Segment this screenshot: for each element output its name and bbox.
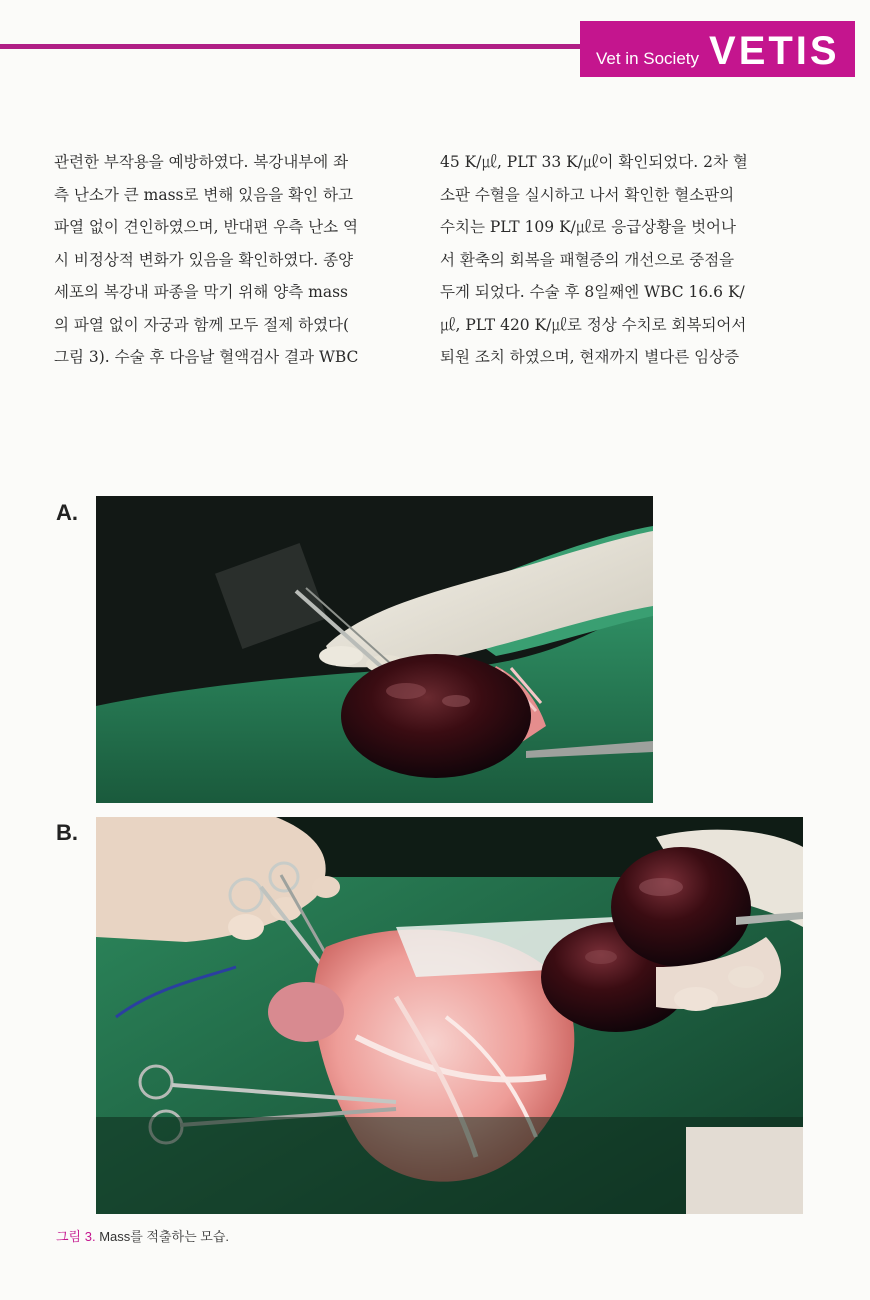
text-line: 45 K/㎕, PLT 33 K/㎕이 확인되었다. 2차 혈	[440, 153, 748, 171]
text-line: 소판 수혈을 실시하고 나서 확인한 혈소판의	[440, 185, 735, 204]
surgery-photo-b	[96, 817, 803, 1214]
text-line: 그림 3). 수술 후 다음날 혈액검사 결과 WBC	[54, 348, 359, 366]
figure-caption-label: 그림 3.	[56, 1229, 96, 1244]
text-line: 세포의 복강내 파종을 막기 위해 양측 mass	[54, 283, 349, 301]
figure-panel-label-b: B.	[56, 820, 78, 845]
text-line: 퇴원 조치 하였으며, 현재까지 별다른 임상증	[440, 348, 740, 366]
magazine-logo: VETIS	[709, 29, 840, 73]
text-line: ㎕, PLT 420 K/㎕로 정상 수치로 회복되어서	[440, 315, 747, 334]
figure-caption-text: Mass를 적출하는 모습.	[95, 1229, 229, 1244]
text-line: 서 환축의 회복을 패혈증의 개선으로 중점을	[440, 250, 735, 269]
text-line: 시 비정상적 변화가 있음을 확인하였다. 종양	[54, 250, 354, 269]
text-line: 의 파열 없이 자궁과 함께 모두 절제 하였다(	[54, 315, 350, 334]
figure-panel-label-a: A.	[56, 500, 78, 525]
surgery-photo-a	[96, 496, 653, 803]
surgery-photo-a-drawing	[96, 496, 653, 803]
magazine-header-badge	[580, 21, 855, 77]
text-column-left	[54, 146, 416, 374]
header-subtitle: Vet in Society	[596, 49, 700, 68]
text-line: 측 난소가 큰 mass로 변해 있음을 확인 하고	[54, 185, 353, 204]
text-line: 수치는 PLT 109 K/㎕로 응급상황을 벗어나	[440, 218, 736, 236]
text-line: 파열 없이 견인하였으며, 반대편 우측 난소 역	[54, 218, 359, 236]
surgery-photo-b-drawing	[96, 817, 803, 1214]
text-line: 두게 되었다. 수술 후 8일째엔 WBC 16.6 K/	[440, 283, 745, 301]
text-line: 관련한 부작용을 예방하였다. 복강내부에 좌	[54, 153, 349, 171]
header-rule	[0, 44, 585, 49]
figure-caption	[56, 1226, 229, 1245]
text-column-right	[440, 146, 802, 374]
